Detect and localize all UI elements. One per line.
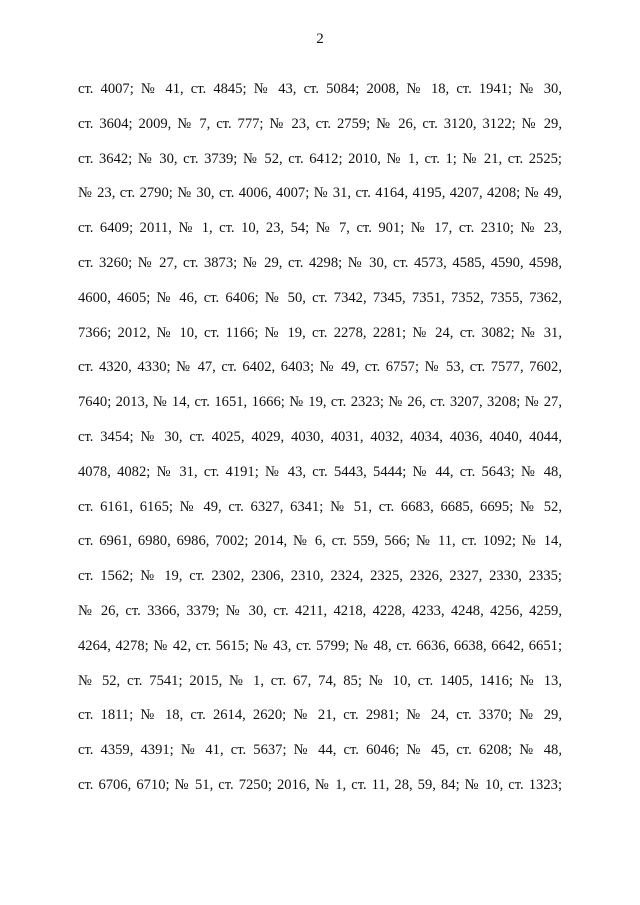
text-line: ст. 3604; 2009, № 7, ст. 777; № 23, ст. 2759; № 26, ст. 3120, 3122; № 29, bbox=[78, 115, 562, 132]
text-line: ст. 3454; № 30, ст. 4025, 4029, 4030, 4031, 4032, 4034, 4036, 4040, 4044, bbox=[78, 428, 562, 445]
text-line: ст. 1811; № 18, ст. 2614, 2620; № 21, ст. 2981; № 24, ст. 3370; № 29, bbox=[78, 707, 562, 724]
page-number: 2 bbox=[316, 31, 324, 47]
text-line: ст. 3642; № 30, ст. 3739; № 52, ст. 6412; 2010, № 1, ст. 1; № 21, ст. 2525; bbox=[78, 150, 562, 167]
text-line: 4600, 4605; № 46, ст. 6406; № 50, ст. 7342, 7345, 7351, 7352, 7355, 7362, bbox=[78, 289, 562, 306]
text-line: ст. 4359, 4391; № 41, ст. 5637; № 44, ст. 6046; № 45, ст. 6208; № 48, bbox=[78, 742, 562, 759]
text-line: № 23, ст. 2790; № 30, ст. 4006, 4007; № 31, ст. 4164, 4195, 4207, 4208; № 49, bbox=[78, 185, 562, 202]
body-text bbox=[78, 78, 562, 809]
text-line: ст. 4007; № 41, ст. 4845; № 43, ст. 5084; 2008, № 18, ст. 1941; № 30, bbox=[78, 81, 562, 97]
text-line: 7366; 2012, № 10, ст. 1166; № 19, ст. 2278, 2281; № 24, ст. 3082; № 31, bbox=[78, 324, 562, 341]
text-line: № 52, ст. 7541; 2015, № 1, ст. 67, 74, 85; № 10, ст. 1405, 1416; № 13, bbox=[78, 672, 562, 689]
text-line: ст. 6161, 6165; № 49, ст. 6327, 6341; № 51, ст. 6683, 6685, 6695; № 52, bbox=[78, 498, 562, 515]
text-line: ст. 6961, 6980, 6986, 7002; 2014, № 6, ст. 559, 566; № 11, ст. 1092; № 14, bbox=[78, 533, 562, 550]
text-line: 4264, 4278; № 42, ст. 5615; № 43, ст. 5799; № 48, ст. 6636, 6638, 6642, 6651; bbox=[78, 637, 562, 654]
text-line: ст. 4320, 4330; № 47, ст. 6402, 6403; № 49, ст. 6757; № 53, ст. 7577, 7602, bbox=[78, 359, 562, 376]
text-line: 4078, 4082; № 31, ст. 4191; № 43, ст. 5443, 5444; № 44, ст. 5643; № 48, bbox=[78, 463, 562, 480]
text-line: ст. 6409; 2011, № 1, ст. 10, 23, 54; № 7, ст. 901; № 17, ст. 2310; № 23, bbox=[78, 220, 562, 237]
text-line: № 26, ст. 3366, 3379; № 30, ст. 4211, 4218, 4228, 4233, 4248, 4256, 4259, bbox=[78, 602, 562, 619]
text-line: 7640; 2013, № 14, ст. 1651, 1666; № 19, ст. 2323; № 26, ст. 3207, 3208; № 27, bbox=[78, 394, 562, 411]
text-line: ст. 1562; № 19, ст. 2302, 2306, 2310, 2324, 2325, 2326, 2327, 2330, 2335; bbox=[78, 568, 562, 585]
text-line: ст. 3260; № 27, ст. 3873; № 29, ст. 4298; № 30, ст. 4573, 4585, 4590, 4598, bbox=[78, 254, 562, 271]
text-line: ст. 6706, 6710; № 51, ст. 7250; 2016, № 1, ст. 11, 28, 59, 84; № 10, ст. 1323; bbox=[78, 776, 562, 793]
